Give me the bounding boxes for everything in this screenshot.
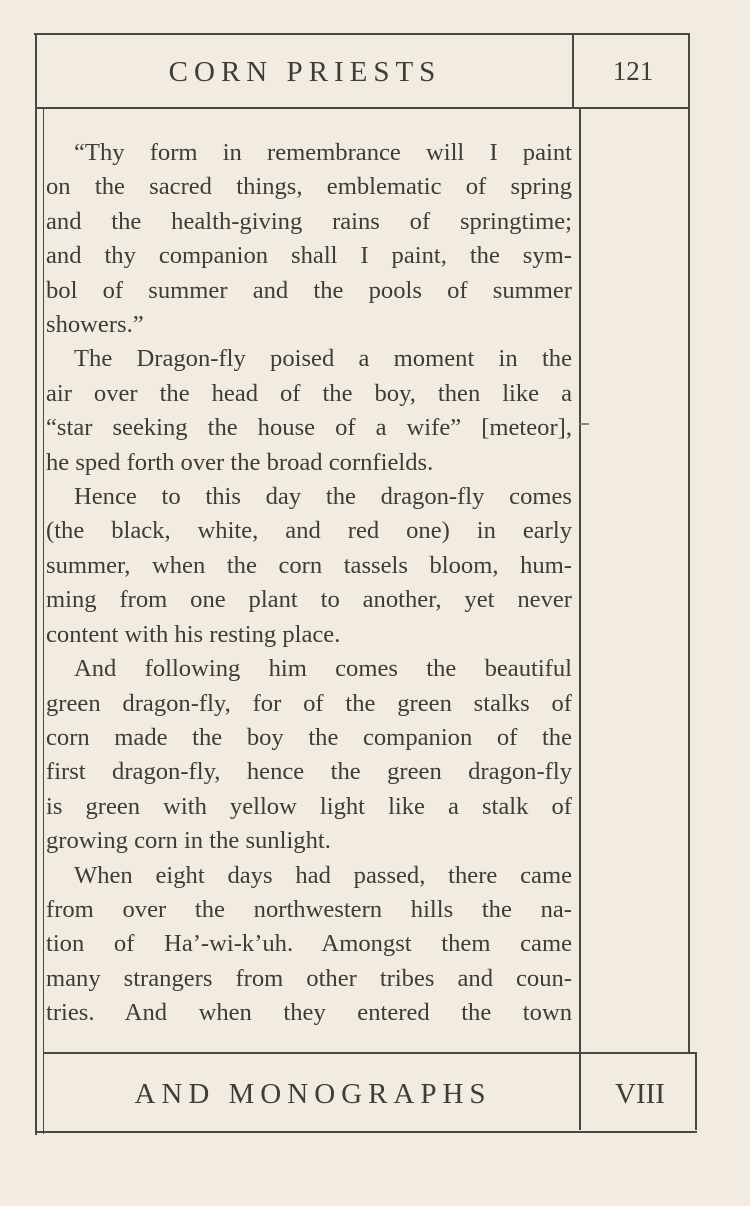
frame-left-inner-rule: [43, 108, 44, 1134]
text-line: summer, when the corn tassels bloom, hum-: [46, 551, 572, 579]
frame-left-outer-rule: [35, 33, 37, 1135]
text-line: many strangers from other tribes and coun-: [46, 964, 572, 992]
header-bottom-rule: [37, 107, 690, 109]
body-text: [46, 136, 572, 1031]
text-line: And following him comes the beautiful: [74, 655, 572, 683]
text-line: The Dragon-fly poised a moment in the: [74, 345, 572, 373]
text-line: content with his resting place.: [46, 620, 341, 648]
text-line: Hence to this day the dragon-fly comes: [74, 483, 572, 511]
running-foot-title: AND MONOGRAPHS: [134, 1078, 492, 1110]
text-line: he sped forth over the broad cornfields.: [46, 448, 434, 476]
text-line: growing corn in the sunlight.: [46, 827, 331, 855]
text-line: ming from one plant to another, yet never: [46, 586, 572, 614]
text-column-right-rule: [579, 108, 581, 1130]
text-line: and the health-giving rains of springtime;: [46, 207, 572, 235]
text-line: air over the head of the boy, then like a: [46, 379, 572, 407]
header-top-rule: [34, 33, 690, 35]
text-line: When eight days had passed, there came: [74, 861, 572, 889]
footer-bottom-rule: [35, 1131, 697, 1133]
text-line: from over the northwestern hills the na-: [46, 895, 572, 923]
text-line: (the black, white, and red one) in early: [46, 517, 572, 545]
running-head-title: CORN PRIESTS: [168, 56, 442, 88]
text-line: corn made the boy the companion of the: [46, 723, 572, 751]
text-line: first dragon-fly, hence the green dragon-fly: [46, 758, 572, 786]
header-divider-rule: [572, 33, 574, 109]
margin-tick-mark: [580, 423, 589, 425]
footer-top-rule: [43, 1052, 697, 1054]
volume-number: VIII: [615, 1078, 665, 1110]
text-line: “star seeking the house of a wife” [meteor],: [46, 414, 572, 442]
text-line: tries. And when they entered the town: [46, 999, 572, 1027]
text-line: “Thy form in remembrance will I paint: [74, 139, 572, 166]
text-line: and thy companion shall I paint, the sym-: [46, 242, 572, 270]
text-line: showers.”: [46, 311, 144, 339]
footer-right-rule: [695, 1052, 697, 1130]
text-line: bol of summer and the pools of summer: [46, 276, 572, 304]
text-line: tion of Ha’-wi-k’uh. Amongst them came: [46, 930, 572, 958]
page-number: 121: [612, 56, 654, 86]
text-line: on the sacred things, emblematic of spring: [46, 173, 572, 201]
text-line: is green with yellow light like a stalk of: [46, 792, 572, 820]
margin-column-right-rule: [688, 33, 690, 1053]
text-line: green dragon-fly, for of the green stalks of: [46, 689, 572, 717]
